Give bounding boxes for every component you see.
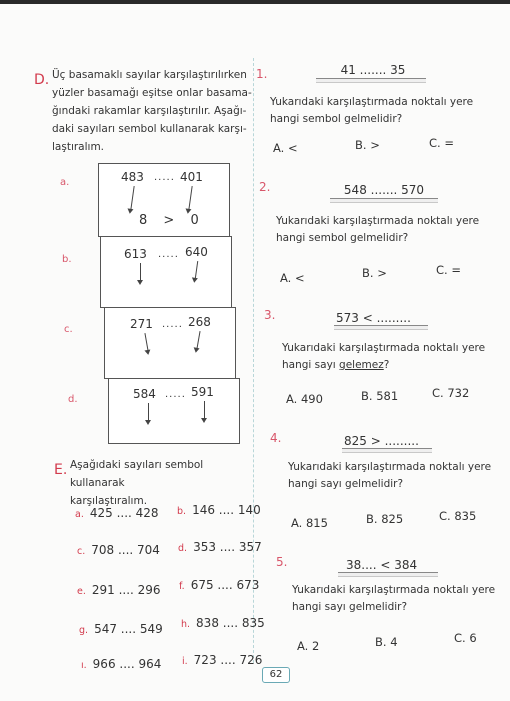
item-label: g. [79,625,89,636]
section-e-instructions [70,456,260,510]
option-c[interactable]: C. 6 [454,631,477,645]
comparison-expression: 38.... < 384 [346,558,418,572]
section-e-line: karşılaştıralım. [70,495,148,507]
top-border [0,0,510,4]
item-text: 547 .... 549 [94,622,163,636]
question-line: Yukarıdaki karşılaştırmada noktalı yere [292,584,496,596]
item-label: e. [77,586,86,597]
item-text: 838 .... 835 [196,616,265,630]
number-right: 268 [188,315,211,329]
dots: ..... [158,249,179,260]
number-left: 613 [124,247,147,261]
question-number: 1. [256,67,268,81]
comparison-underline [334,325,428,330]
answer-digit-right: 0 [190,213,205,228]
arrow-icon [148,403,149,421]
dots: ..... [162,319,183,330]
item-text: 291 .... 296 [91,583,161,597]
section-e-line: Aşağıdaki sayıları sembol kullanarak [70,459,204,489]
exercise-item-i [182,653,262,667]
item-label: b. [177,506,187,517]
option-a[interactable]: A. 2 [297,639,320,653]
item-label: d. [178,543,188,554]
item-label: a. [75,509,84,520]
page-number: 62 [262,667,290,683]
dots: ..... [165,389,186,400]
question-number: 4. [270,431,282,445]
section-d-line: ğındaki rakamlar karşılaştırılır. Aşağı- [52,105,247,117]
comparison-underline [330,198,438,203]
question-text [288,459,503,493]
question-line: Yukarıdaki karşılaştırmada noktalı yere [288,461,492,473]
row-label-c: c. [64,324,73,335]
question-text [276,213,496,247]
question-fragment: hangi sayı [282,359,340,371]
number-right: 591 [191,385,214,399]
option-b[interactable]: B. 825 [366,512,404,526]
item-text: 353 .... 357 [193,540,262,554]
option-a[interactable]: A. < [273,141,298,155]
item-text: 425 .... 428 [89,506,159,520]
comparison-underline [338,572,438,577]
item-label: c. [77,546,86,557]
exercise-item-g [79,622,163,636]
question-text [270,94,490,128]
exercise-item-f [179,578,259,592]
section-e-letter: E. [54,462,68,478]
section-d-line: Üç basamaklı sayılar karşılaştırılırken [52,69,247,81]
number-left: 271 [130,317,153,331]
section-d-line: yüzler basamağı eşitse onlar basama- [52,87,252,99]
item-text: 146 .... 140 [192,503,261,517]
arrow-icon [140,263,141,281]
comparison-expression: 825 > ......... [344,434,419,448]
question-fragment: ? [383,359,390,371]
exercise-item-c [77,543,160,557]
row-label-a: a. [60,177,70,188]
option-c[interactable]: C. = [429,136,454,150]
comparison-expression: 548 ....... 570 [343,183,425,197]
option-b[interactable]: B. 581 [361,389,399,403]
option-b[interactable]: B. > [355,138,380,152]
question-line: hangi sembol gelmelidir? [276,232,409,244]
option-a[interactable]: A. < [280,271,305,285]
comparison-underline [342,448,432,453]
item-label: h. [181,619,191,630]
number-left: 483 [121,170,144,184]
question-line: hangi sembol gelmelidir? [270,113,403,125]
comparison-box-d [108,378,240,444]
comparison-box-c [104,307,236,379]
section-d-letter: D. [34,72,50,88]
number-right: 640 [185,245,208,259]
option-a[interactable]: A. 490 [286,392,323,406]
option-b[interactable]: B. 4 [375,635,398,649]
comparison-expression: 573 < ......... [336,311,411,325]
exercise-item-d [178,540,262,554]
exercise-item-b [177,503,261,517]
exercise-item-e [77,583,161,597]
item-label: ı. [81,660,87,671]
item-text: 675 .... 673 [190,578,260,592]
question-number: 5. [276,555,288,569]
question-line [282,357,502,374]
exercise-item-h [181,616,265,630]
option-b[interactable]: B. > [362,266,387,280]
number-right: 401 [180,170,203,184]
comparison-box-b [100,236,232,308]
question-text [282,340,502,374]
question-line: Yukarıdaki karşılaştırmada noktalı yere [282,342,486,354]
row-label-d: d. [68,394,78,405]
section-d-line: laştıralım. [52,141,105,153]
number-left: 584 [133,387,156,401]
item-label: i. [182,656,188,667]
section-d-instructions [52,66,252,156]
question-number: 2. [259,180,271,194]
emphasized-word: gelemez [339,359,384,371]
question-line: hangi sayı gelmelidir? [288,478,404,490]
row-label-b: b. [62,254,72,265]
comparison-underline [316,78,426,83]
answer-symbol: > [163,213,181,228]
section-d-line: daki sayıları sembol kullanarak karşı- [52,123,247,135]
exercise-item-a [75,506,159,520]
option-c[interactable]: C. = [436,263,461,277]
item-text: 966 .... 964 [92,657,162,671]
item-text: 708 .... 704 [91,543,160,557]
question-line: Yukarıdaki karşılaştırmada noktalı yere [276,215,480,227]
arrow-icon [204,401,205,419]
option-c[interactable]: C. 835 [439,509,477,523]
option-a[interactable]: A. 815 [291,516,328,530]
question-number: 3. [264,308,276,322]
comparison-expression: 41 ....... 35 [340,63,406,77]
item-text: 723 .... 726 [193,653,263,667]
question-line: Yukarıdaki karşılaştırmada noktalı yere [270,96,474,108]
item-label: f. [179,581,185,592]
question-text [292,582,504,616]
column-divider [253,58,255,663]
answer-digit-left: 8 [139,213,154,228]
question-line: hangi sayı gelmelidir? [292,601,408,613]
answer-a [139,213,205,228]
exercise-item-i-dotless [81,657,161,671]
dots: ..... [154,172,175,183]
option-c[interactable]: C. 732 [432,386,470,400]
